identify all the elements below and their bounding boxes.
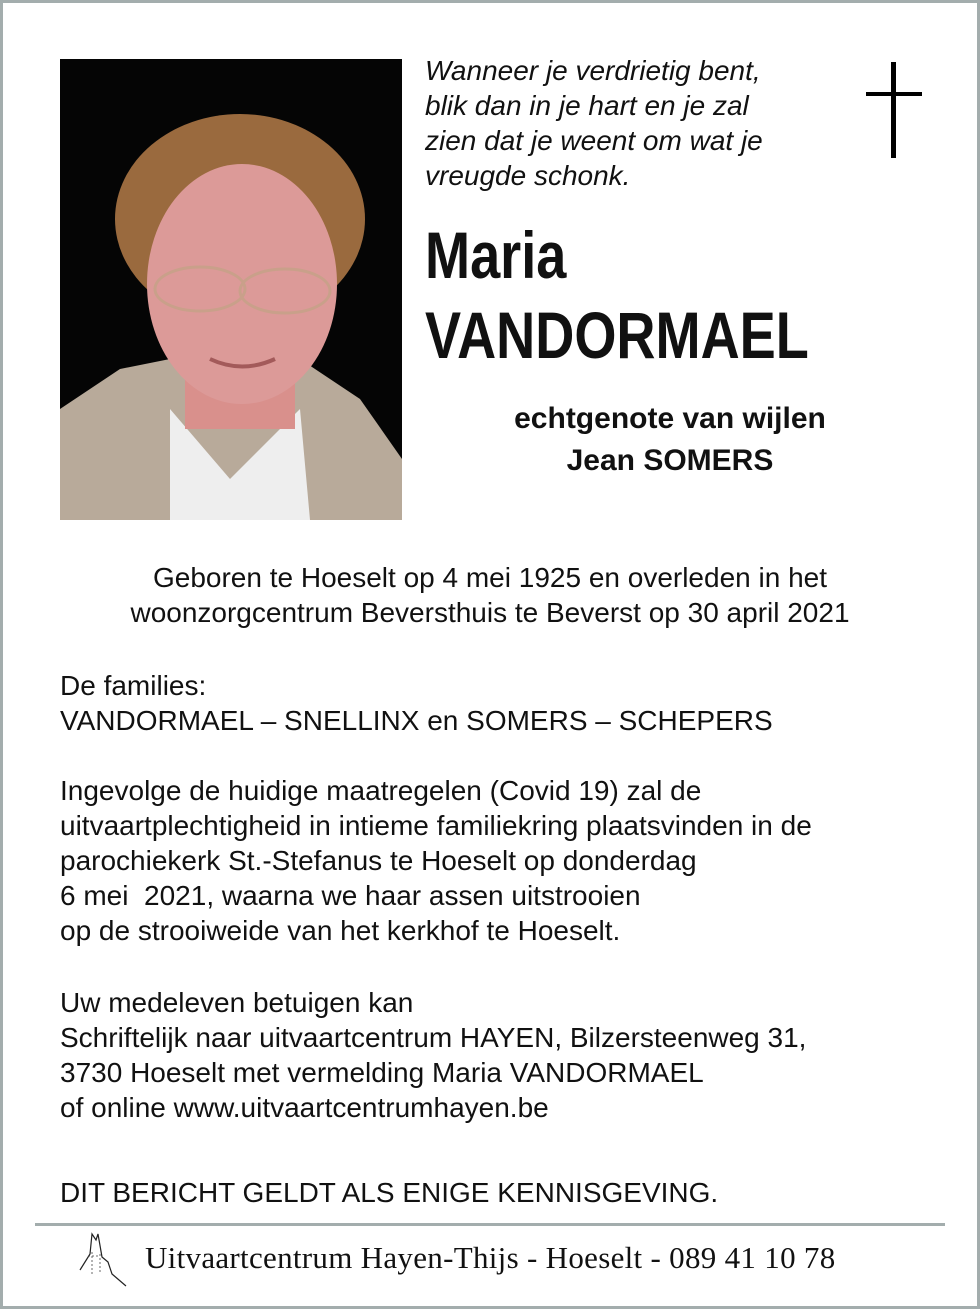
quote-line: vreugde schonk. [425, 160, 631, 191]
condolences-line: 3730 Hoeselt met vermelding Maria VANDORMAEL [60, 1057, 704, 1088]
notice: DIT BERICHT GELDT ALS ENIGE KENNISGEVING. [60, 1177, 719, 1208]
ceremony-line: parochiekerk St.-Stefanus te Hoeselt op donderdag [60, 845, 697, 876]
memorial-quote [425, 53, 763, 193]
families-names: VANDORMAEL – SNELLINX en SOMERS – SCHEPERS [60, 705, 773, 736]
ceremony-line: Ingevolge de huidige maatregelen (Covid 19) zal de [60, 775, 702, 806]
funeral-home-logo-icon [78, 1232, 130, 1287]
spouse-name: Jean SOMERS [566, 444, 774, 477]
footer-contact: Uitvaartcentrum Hayen-Thijs - Hoeselt - 089 41 10 78 [145, 1240, 836, 1275]
quote-line: zien dat je weent om wat je [425, 125, 763, 156]
cross-icon [866, 62, 922, 158]
birth-line: Geboren te Hoeselt op 4 mei 1925 en overleden in het [152, 562, 827, 593]
condolences-line: Schriftelijk naar uitvaartcentrum HAYEN, Bilzersteenweg 31, [60, 1022, 807, 1053]
last-name: VANDORMAEL [425, 298, 809, 372]
death-line: woonzorgcentrum Beversthuis te Beverst op 30 april 2021 [130, 597, 850, 628]
condolences-line: Uw medeleven betuigen kan [60, 987, 414, 1018]
ceremony-line: op de strooiweide van het kerkhof te Hoeselt. [60, 915, 621, 946]
quote-line: Wanneer je verdrietig bent, [425, 55, 761, 86]
first-name: Maria [425, 218, 567, 292]
families-label: De families: [60, 670, 207, 701]
ceremony-line: 6 mei 2021, waarna we haar assen uitstrooien [60, 880, 641, 911]
ceremony-line: uitvaartplechtigheid in intieme familiekring plaatsvinden in de [60, 810, 812, 841]
footer-divider [35, 1223, 945, 1226]
condolences-website: of online www.uitvaartcentrumhayen.be [60, 1092, 549, 1123]
portrait-photo [60, 59, 402, 520]
spouse-label: echtgenote van wijlen [514, 402, 826, 435]
quote-line: blik dan in je hart en je zal [425, 90, 749, 121]
